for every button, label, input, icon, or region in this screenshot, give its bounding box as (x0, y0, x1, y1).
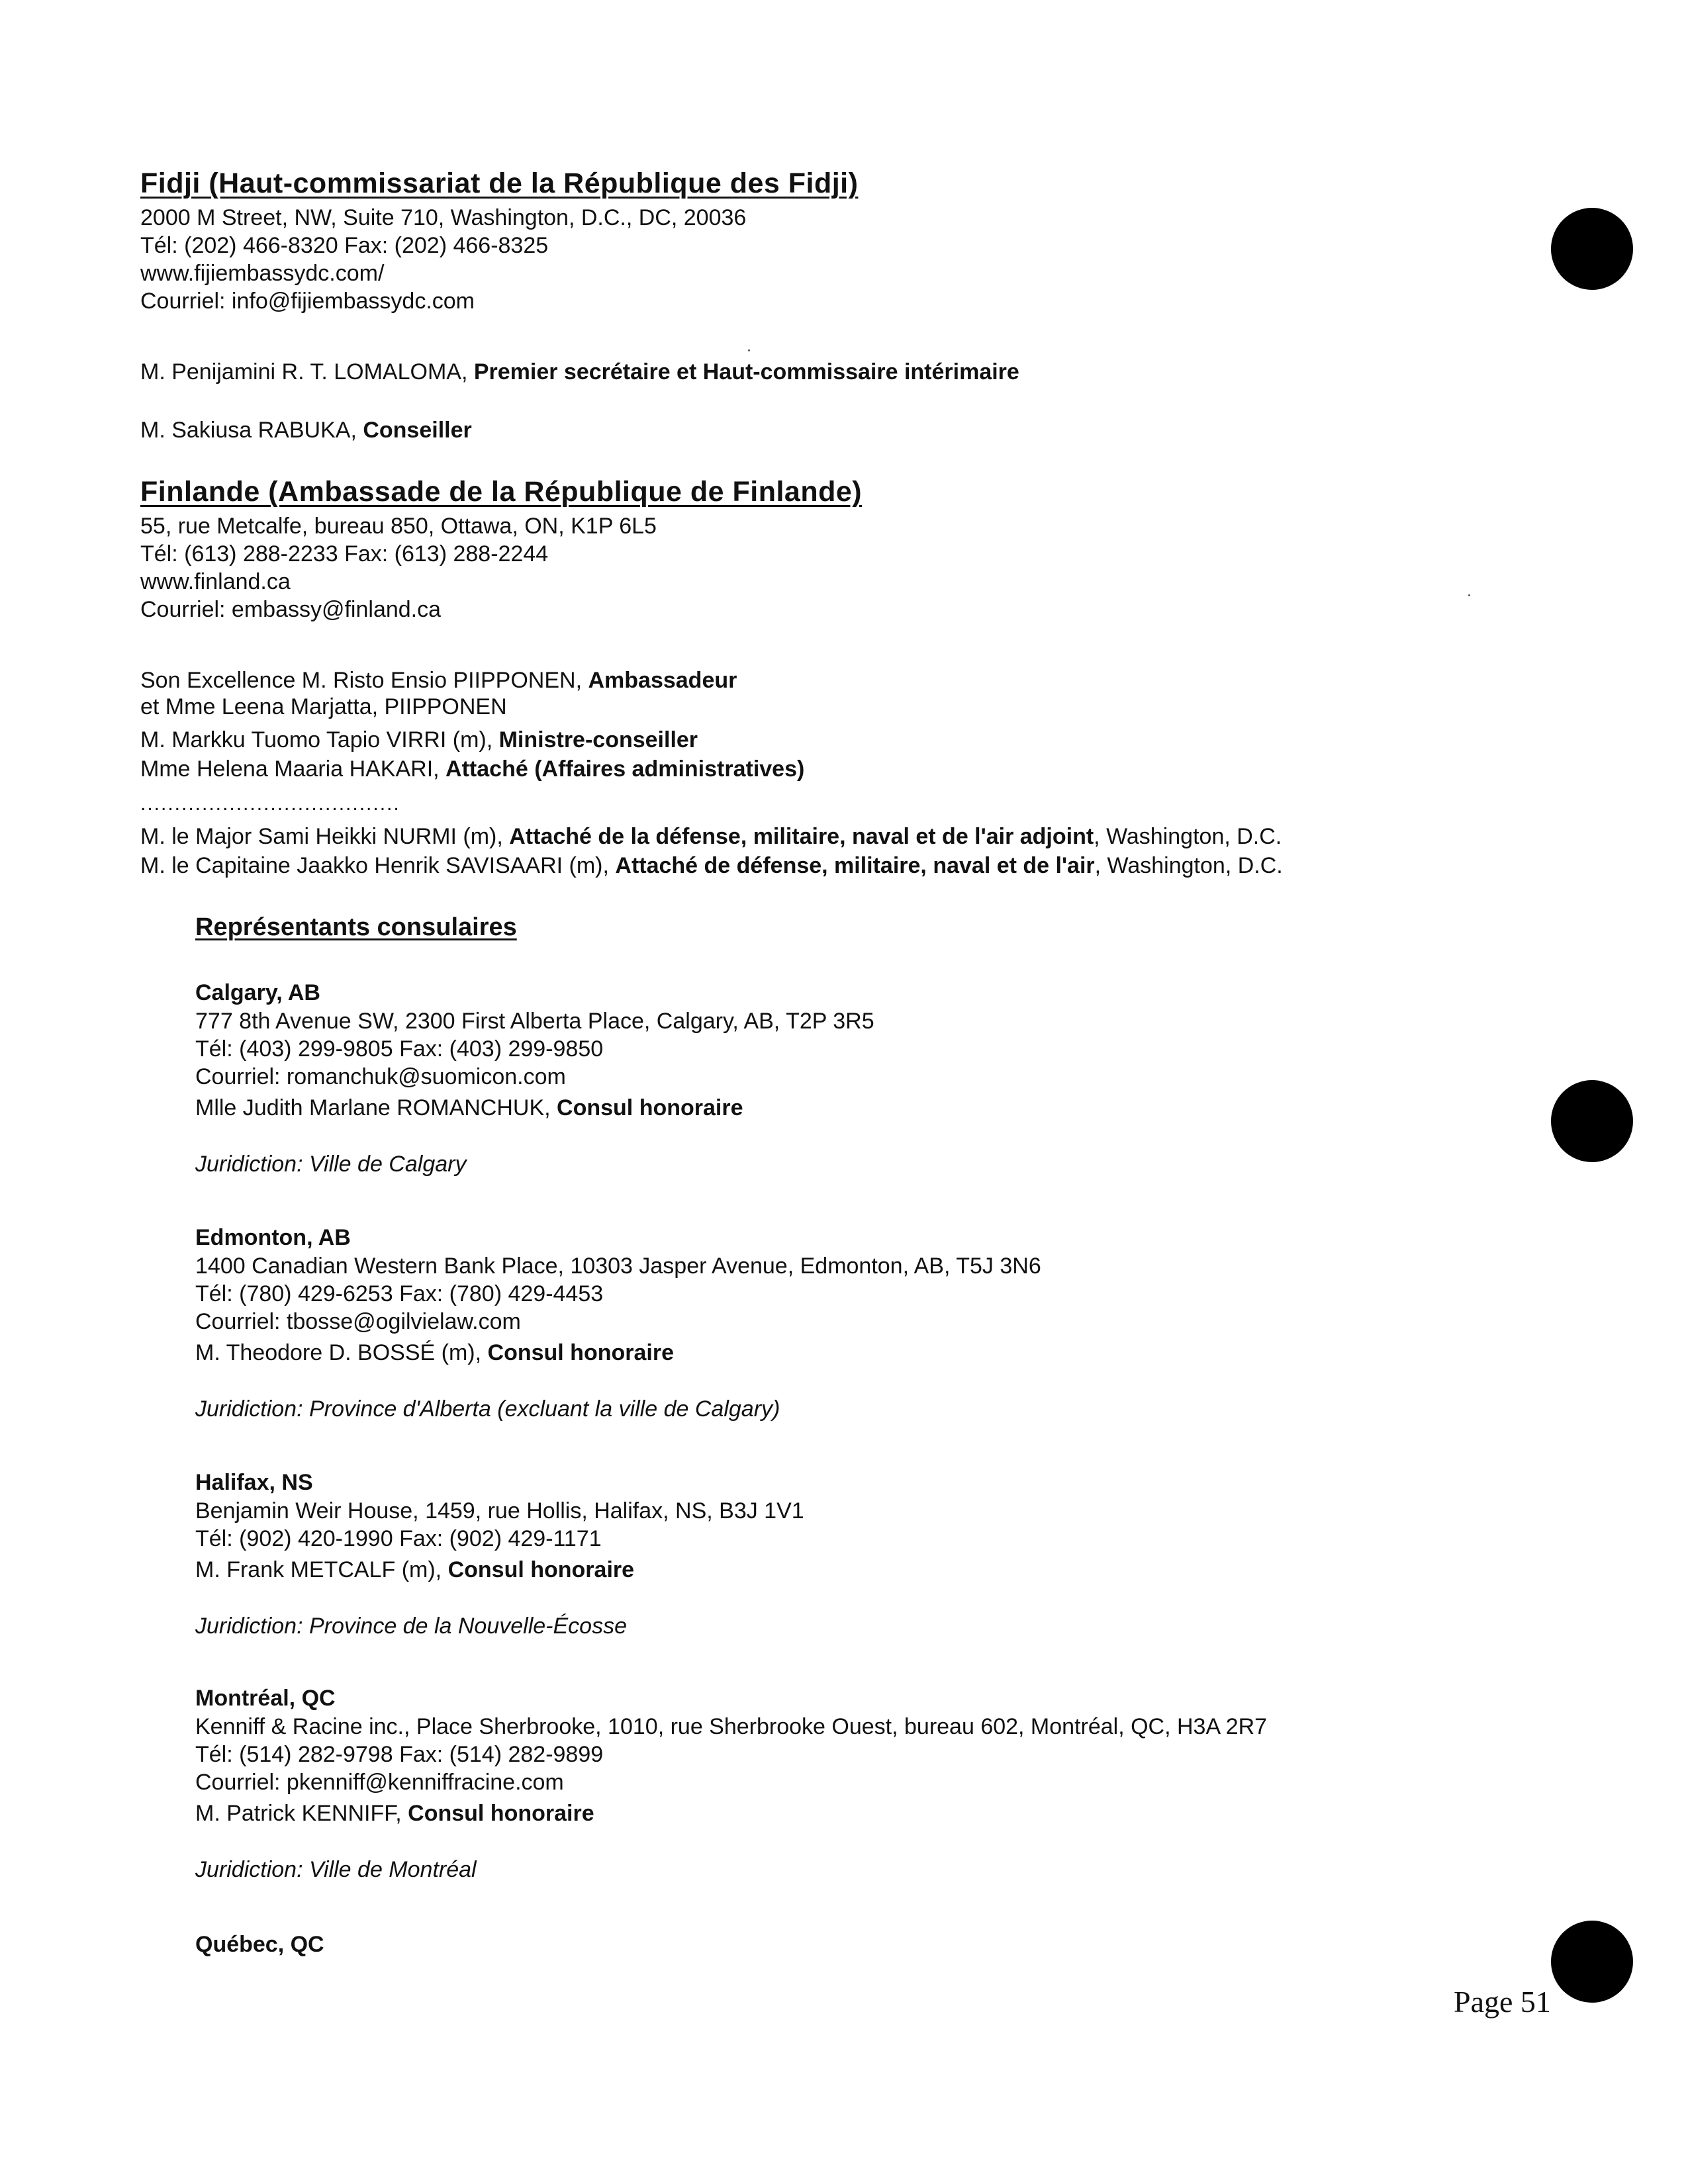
fiji-phone: Tél: (202) 466-8320 Fax: (202) 466-8325 (140, 233, 549, 258)
staff-title: Conseiller (363, 418, 472, 443)
staff-title: Attaché de défense, militaire, naval et de l'air (615, 853, 1095, 878)
finland-email: Courriel: embassy@finland.ca (140, 597, 442, 622)
staff-location: , Washington, D.C. (1094, 824, 1282, 849)
office-city: Edmonton, AB (195, 1225, 351, 1250)
staff-location: , Washington, D.C. (1094, 853, 1283, 878)
staff-name: M. Sakiusa RABUKA, (140, 418, 363, 443)
office-city: Calgary, AB (195, 980, 320, 1005)
office-line: Courriel: pkenniff@kenniffracine.com (195, 1770, 564, 1795)
staff-name: Son Excellence M. Risto Ensio PIIPPONEN, (140, 668, 588, 693)
fiji-staff-2 (140, 416, 1530, 445)
staff-name: M. le Major Sami Heikki NURMI (m), (140, 824, 510, 849)
separator-dots: ...................................... (140, 793, 400, 815)
office-line: Courriel: romanchuk@suomicon.com (195, 1064, 566, 1089)
consul-name: Mlle Judith Marlane ROMANCHUK, (195, 1095, 557, 1120)
office-line: Benjamin Weir House, 1459, rue Hollis, Halifax, NS, B3J 1V1 (195, 1498, 804, 1524)
staff-name: M. Penijamini R. T. LOMALOMA, (140, 359, 474, 385)
staff-title: Ministre-conseiller (498, 727, 698, 752)
office-jurisdiction: Juridiction: Province d'Alberta (excluant la ville de Calgary) (195, 1396, 780, 1422)
office-line: Tél: (514) 282-9798 Fax: (514) 282-9899 (195, 1742, 604, 1767)
office-line: Tél: (902) 420-1990 Fax: (902) 429-1171 (195, 1526, 602, 1551)
fiji-email: Courriel: info@fijiembassydc.com (140, 289, 475, 314)
office-quebec (195, 1930, 1585, 1959)
office-jurisdiction: Juridiction: Ville de Montréal (195, 1857, 477, 1882)
staff-name: M. le Capitaine Jaakko Henrik SAVISAARI (m), (140, 853, 616, 878)
office-line: Tél: (403) 299-9805 Fax: (403) 299-9850 (195, 1036, 604, 1062)
office-line: 777 8th Avenue SW, 2300 First Alberta Place, Calgary, AB, T2P 3R5 (195, 1009, 874, 1034)
staff-title: Ambassadeur (588, 668, 737, 693)
page-number: Page 51 (1454, 1985, 1551, 2019)
office-halifax (195, 1468, 1585, 1640)
fiji-section (140, 167, 1530, 315)
consul-name: M. Patrick KENNIFF, (195, 1801, 408, 1826)
scan-speck (748, 349, 750, 351)
staff-title: Attaché de la défense, militaire, naval et de l'air adjoint (509, 824, 1094, 849)
office-city: Montréal, QC (195, 1686, 336, 1711)
finland-section (140, 475, 1530, 623)
office-city: Halifax, NS (195, 1470, 313, 1495)
office-city: Québec, QC (195, 1932, 324, 1957)
finland-phone: Tél: (613) 288-2233 Fax: (613) 288-2244 (140, 541, 549, 567)
office-edmonton (195, 1223, 1585, 1423)
fiji-heading: Fidji (Haut-commissariat de la République des Fidji) (140, 167, 859, 199)
office-jurisdiction: Juridiction: Ville de Calgary (195, 1152, 467, 1177)
staff-title: Premier secrétaire et Haut-commissaire intérimaire (473, 359, 1019, 385)
fiji-staff-1 (140, 357, 1530, 387)
consul-title: Consul honoraire (487, 1340, 674, 1365)
consul-name: M. Frank METCALF (m), (195, 1557, 448, 1582)
staff-name: Mme Helena Maaria HAKARI, (140, 756, 446, 782)
office-line: Tél: (780) 429-6253 Fax: (780) 429-4453 (195, 1281, 604, 1306)
consul-name: M. Theodore D. BOSSÉ (m), (195, 1340, 488, 1365)
office-jurisdiction: Juridiction: Province de la Nouvelle-Écosse (195, 1614, 627, 1639)
finland-defense (140, 822, 1530, 880)
staff-name: M. Markku Tuomo Tapio VIRRI (m), (140, 727, 499, 752)
scan-speck (1468, 594, 1470, 596)
consular-heading-block (195, 912, 1585, 942)
staff-title: Attaché (Affaires administratives) (445, 756, 805, 782)
punch-hole (1551, 1080, 1633, 1162)
fiji-web: www.fijiembassydc.com/ (140, 261, 385, 286)
consul-title: Consul honoraire (408, 1801, 594, 1826)
finland-staff (140, 666, 1530, 784)
punch-hole (1551, 208, 1633, 290)
consul-title: Consul honoraire (447, 1557, 635, 1582)
office-line: 1400 Canadian Western Bank Place, 10303 Jasper Avenue, Edmonton, AB, T5J 3N6 (195, 1253, 1041, 1279)
staff-name: et Mme Leena Marjatta, PIIPPONEN (140, 694, 507, 719)
office-calgary (195, 978, 1585, 1178)
consul-title: Consul honoraire (557, 1095, 743, 1120)
office-montreal (195, 1684, 1585, 1884)
finland-heading: Finlande (Ambassade de la République de Finlande) (140, 476, 863, 508)
finland-web: www.finland.ca (140, 569, 291, 594)
consular-heading: Représentants consulaires (195, 913, 517, 941)
punch-hole (1551, 1921, 1633, 2003)
office-line: Courriel: tbosse@ogilvielaw.com (195, 1309, 521, 1334)
finland-address: 55, rue Metcalfe, bureau 850, Ottawa, ON, K1P 6L5 (140, 514, 657, 539)
fiji-address: 2000 M Street, NW, Suite 710, Washington, D.C., DC, 20036 (140, 205, 747, 230)
office-line: Kenniff & Racine inc., Place Sherbrooke, 1010, rue Sherbrooke Ouest, bureau 602, Montréal, QC, H3A 2R7 (195, 1714, 1268, 1739)
